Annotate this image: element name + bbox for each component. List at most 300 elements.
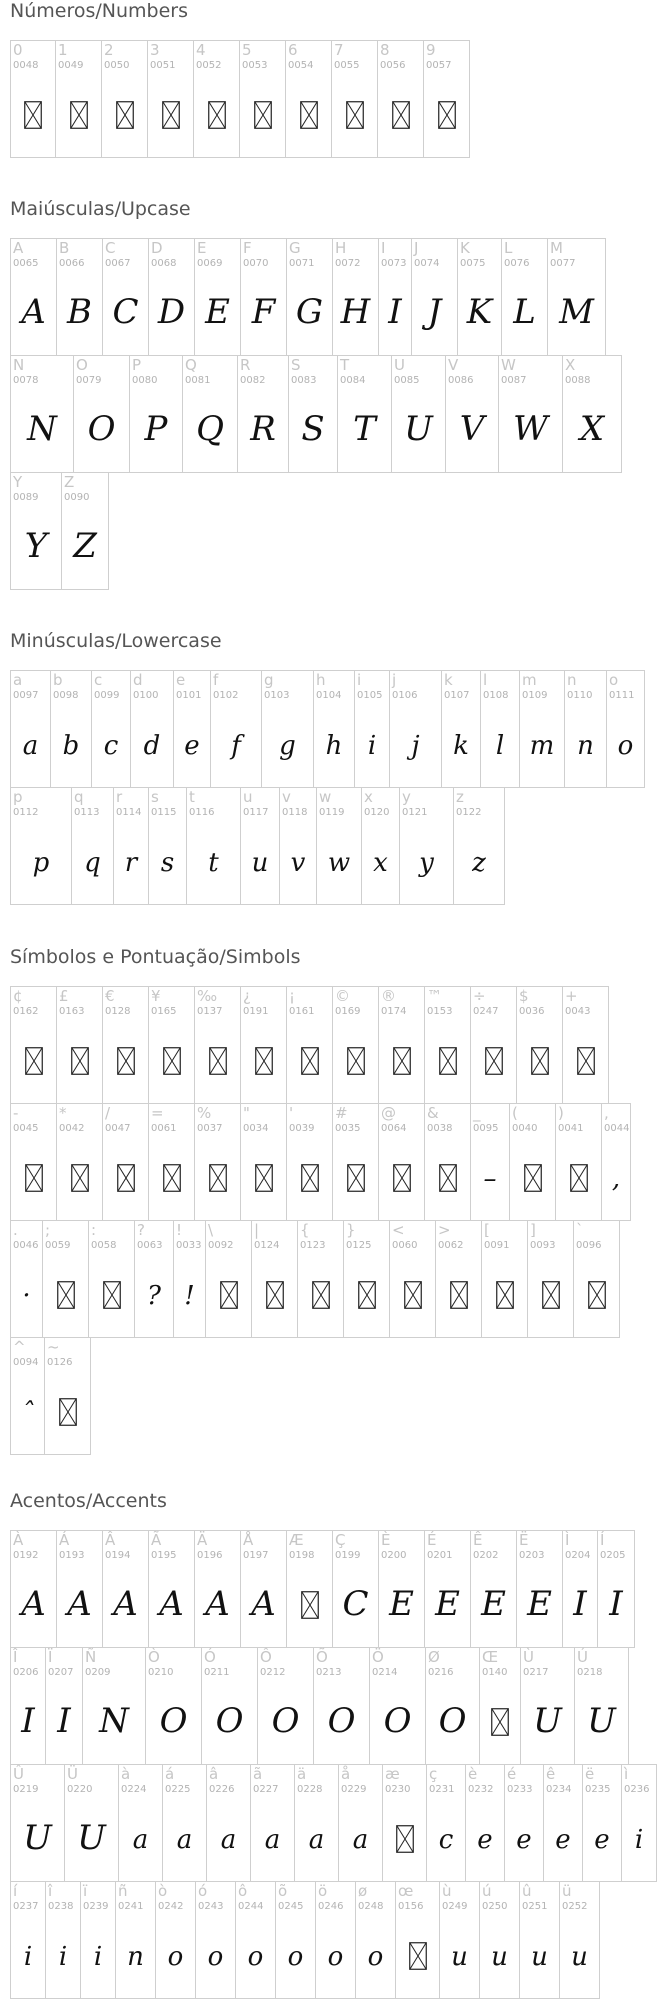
glyph-cell	[337, 355, 392, 473]
glyph-cell	[331, 40, 378, 158]
glyph-character-label: K	[460, 239, 470, 257]
glyph-code-label: 0124	[254, 1240, 280, 1251]
glyph-grid	[10, 40, 469, 158]
glyph-code-label: 0119	[319, 807, 345, 818]
glyph-character-label: l	[483, 671, 488, 689]
glyph-cell	[520, 1647, 575, 1765]
glyph-code-label: 0058	[91, 1240, 117, 1251]
glyph-sample: v	[290, 848, 306, 878]
glyph-character-label: Ë	[519, 1531, 529, 1549]
glyph-cell	[148, 986, 195, 1104]
section-heading: Minúsculas/Lowercase	[10, 630, 222, 652]
glyph-sample: r	[124, 848, 138, 878]
glyph-cell	[194, 1103, 241, 1221]
glyph-cell	[115, 1881, 156, 1999]
glyph-cell	[297, 1220, 344, 1338]
glyph-code-label: 0107	[444, 690, 470, 701]
glyph-cell	[399, 787, 454, 905]
glyph-sample: Q	[196, 409, 224, 449]
glyph-row	[10, 40, 469, 158]
missing-glyph-box-icon	[71, 1164, 89, 1192]
missing-glyph-box-icon	[438, 101, 456, 129]
glyph-sample: x	[373, 848, 388, 878]
glyph-code-label: 0096	[576, 1240, 602, 1251]
glyph-sample: y	[419, 848, 434, 878]
glyph-code-label: 0059	[45, 1240, 71, 1251]
glyph-code-label: 0056	[380, 60, 406, 71]
glyph-sample: –	[483, 1164, 497, 1194]
glyph-character-label: h	[316, 671, 326, 689]
glyph-sample: H	[340, 292, 371, 332]
glyph-cell	[42, 1220, 89, 1338]
glyph-cell	[130, 670, 174, 788]
glyph-grid	[10, 986, 630, 1455]
glyph-code-label: 0229	[341, 1784, 367, 1795]
glyph-cell	[237, 355, 289, 473]
glyph-cell	[315, 1881, 356, 1999]
glyph-cell	[10, 670, 51, 788]
glyph-character-label: ™	[427, 987, 442, 1005]
missing-glyph-box-icon	[392, 101, 410, 129]
glyph-character-label: Ü	[67, 1765, 78, 1783]
glyph-sample: U	[587, 1701, 616, 1741]
glyph-sample: N	[99, 1701, 129, 1741]
glyph-character-label: 3	[150, 41, 160, 59]
section-heading: Maiúsculas/Upcase	[10, 198, 191, 220]
glyph-cell	[50, 670, 92, 788]
glyph-code-label: 0044	[604, 1123, 630, 1134]
glyph-code-label: 0122	[456, 807, 482, 818]
glyph-cell	[201, 1647, 258, 1765]
glyph-cell	[286, 238, 333, 356]
glyph-character-label: ?	[137, 1221, 145, 1239]
glyph-cell	[194, 1530, 241, 1648]
glyph-character-label: P	[132, 356, 142, 374]
glyph-sample: j	[411, 731, 420, 761]
glyph-cell	[279, 787, 317, 905]
glyph-character-label: â	[209, 1765, 219, 1783]
glyph-character-label: /	[105, 1104, 111, 1122]
glyph-character-label: Z	[64, 473, 75, 491]
glyph-character-label: V	[448, 356, 459, 374]
glyph-code-label: 0137	[197, 1006, 223, 1017]
glyph-code-label: 0161	[289, 1006, 315, 1017]
glyph-code-label: 0077	[550, 258, 576, 269]
glyph-sample: i	[58, 1942, 68, 1972]
glyph-code-label: 0235	[585, 1784, 611, 1795]
glyph-code-label: 0207	[48, 1667, 74, 1678]
glyph-code-label: 0071	[289, 258, 315, 269]
missing-glyph-box-icon	[409, 1942, 427, 1970]
glyph-sample: Y	[24, 526, 48, 566]
glyph-code-label: 0082	[240, 375, 266, 386]
missing-glyph-box-icon	[116, 101, 134, 129]
glyph-code-label: 0104	[316, 690, 342, 701]
glyph-character-label: Â	[105, 1531, 116, 1549]
glyph-cell	[10, 1103, 57, 1221]
missing-glyph-box-icon	[485, 1047, 503, 1075]
glyph-code-label: 0095	[473, 1123, 499, 1134]
glyph-character-label: ¡	[289, 987, 296, 1005]
missing-glyph-box-icon	[59, 1398, 77, 1426]
glyph-sample: u	[491, 1942, 508, 1972]
glyph-character-label: d	[133, 671, 143, 689]
glyph-cell	[194, 986, 241, 1104]
glyph-character-label: ~	[47, 1338, 60, 1356]
glyph-sample: g	[279, 731, 296, 761]
glyph-code-label: 0196	[197, 1550, 223, 1561]
glyph-code-label: 0198	[289, 1550, 315, 1561]
glyph-code-label: 0084	[340, 375, 366, 386]
glyph-character-label: Œ	[482, 1648, 499, 1666]
glyph-character-label: g	[264, 671, 274, 689]
glyph-cell	[286, 986, 333, 1104]
glyph-code-label: 0123	[300, 1240, 326, 1251]
glyph-sample: O	[87, 409, 116, 449]
glyph-character-label: Î	[13, 1648, 18, 1666]
glyph-cell	[498, 355, 563, 473]
glyph-row	[10, 986, 630, 1104]
glyph-sample: R	[250, 409, 276, 449]
glyph-code-label: 0092	[208, 1240, 234, 1251]
glyph-code-label: 0225	[165, 1784, 191, 1795]
glyph-character-label: Ò	[148, 1648, 160, 1666]
glyph-cell	[261, 670, 314, 788]
glyph-cell	[378, 1530, 425, 1648]
glyph-character-label: Ê	[473, 1531, 483, 1549]
glyph-character-label: k	[444, 671, 453, 689]
glyph-cell	[573, 1220, 620, 1338]
glyph-character-label: M	[550, 239, 563, 257]
glyph-sample: C	[342, 1584, 369, 1624]
glyph-sample: I	[573, 1584, 587, 1624]
glyph-cell	[504, 1764, 544, 1882]
missing-glyph-box-icon	[301, 1164, 319, 1192]
missing-glyph-box-icon	[24, 101, 42, 129]
glyph-cell	[465, 1764, 505, 1882]
glyph-sample: l	[495, 731, 505, 761]
missing-glyph-box-icon	[404, 1281, 422, 1309]
glyph-code-label: 0194	[105, 1550, 131, 1561]
glyph-cell	[55, 40, 102, 158]
glyph-code-label: 0038	[427, 1123, 453, 1134]
glyph-code-label: 0053	[242, 60, 268, 71]
glyph-cell	[338, 1764, 383, 1882]
missing-glyph-box-icon	[162, 101, 180, 129]
glyph-code-label: 0214	[372, 1667, 398, 1678]
glyph-row	[10, 787, 644, 905]
glyph-code-label: 0217	[523, 1667, 549, 1678]
glyph-sample: c	[103, 731, 119, 761]
missing-glyph-box-icon	[103, 1281, 121, 1309]
glyph-cell	[251, 1220, 298, 1338]
glyph-code-label: 0245	[278, 1901, 304, 1912]
glyph-sample: e	[516, 1825, 532, 1855]
glyph-code-label: 0087	[501, 375, 527, 386]
glyph-code-label: 0218	[577, 1667, 603, 1678]
glyph-cell	[10, 1337, 45, 1455]
glyph-sample: K	[466, 292, 493, 332]
glyph-character-label: ã	[253, 1765, 263, 1783]
glyph-code-label: 0251	[522, 1901, 548, 1912]
glyph-character-label: ;	[45, 1221, 51, 1239]
glyph-cell	[288, 355, 338, 473]
glyph-character-label: ñ	[118, 1882, 128, 1900]
missing-glyph-box-icon	[255, 1164, 273, 1192]
missing-glyph-box-icon	[163, 1047, 181, 1075]
glyph-code-label: 0211	[204, 1667, 230, 1678]
glyph-character-label: 2	[104, 41, 114, 59]
glyph-cell	[355, 1881, 396, 1999]
glyph-character-label: ©	[335, 987, 350, 1005]
glyph-cell	[294, 1764, 339, 1882]
glyph-row	[10, 472, 621, 590]
glyph-sample: O	[438, 1701, 467, 1741]
glyph-cell	[516, 1530, 563, 1648]
missing-glyph-box-icon	[25, 1047, 43, 1075]
glyph-sample: L	[513, 292, 536, 332]
missing-glyph-box-icon	[524, 1164, 542, 1192]
glyph-code-label: 0242	[158, 1901, 184, 1912]
glyph-sample: ,	[611, 1164, 621, 1194]
glyph-code-label: 0193	[59, 1550, 85, 1561]
glyph-code-label: 0156	[398, 1901, 424, 1912]
glyph-character-label: Ö	[372, 1648, 384, 1666]
glyph-code-label: 0052	[196, 60, 222, 71]
glyph-cell	[313, 670, 355, 788]
glyph-cell	[426, 1764, 466, 1882]
glyph-code-label: 0083	[291, 375, 317, 386]
glyph-sample: ·	[22, 1281, 31, 1311]
missing-glyph-box-icon	[255, 1047, 273, 1075]
missing-glyph-box-icon	[70, 101, 88, 129]
glyph-character-label: N	[13, 356, 25, 374]
glyph-cell	[102, 238, 149, 356]
glyph-sample: t	[208, 848, 219, 878]
glyph-cell	[10, 1764, 65, 1882]
glyph-character-label: <	[392, 1221, 405, 1239]
glyph-code-label: 0089	[13, 492, 39, 503]
glyph-row	[10, 1881, 656, 1999]
glyph-sample: G	[295, 292, 324, 332]
glyph-code-label: 0140	[482, 1667, 508, 1678]
glyph-cell	[439, 1881, 480, 1999]
glyph-cell	[80, 1881, 116, 1999]
glyph-cell	[134, 1220, 174, 1338]
glyph-character-label: _	[473, 1104, 481, 1122]
glyph-cell	[332, 1103, 379, 1221]
glyph-cell	[343, 1220, 390, 1338]
glyph-character-label: !	[176, 1221, 183, 1239]
glyph-cell	[186, 787, 241, 905]
glyph-cell	[239, 40, 286, 158]
glyph-cell	[481, 1220, 528, 1338]
glyph-code-label: 0086	[448, 375, 474, 386]
glyph-code-label: 0249	[442, 1901, 468, 1912]
glyph-code-label: 0174	[381, 1006, 407, 1017]
glyph-sample: p	[32, 848, 50, 878]
glyph-code-label: 0042	[59, 1123, 85, 1134]
glyph-code-label: 0076	[504, 258, 530, 269]
glyph-code-label: 0244	[238, 1901, 264, 1912]
glyph-cell	[102, 1103, 149, 1221]
glyph-code-label: 0062	[438, 1240, 464, 1251]
glyph-cell	[527, 1220, 574, 1338]
glyph-character-label: q	[74, 788, 84, 806]
glyph-character-label: p	[13, 788, 23, 806]
glyph-cell	[391, 355, 446, 473]
glyph-code-label: 0204	[565, 1550, 591, 1561]
glyph-cell	[82, 1647, 146, 1765]
glyph-sample: q	[84, 848, 101, 878]
glyph-code-label: 0153	[427, 1006, 453, 1017]
glyph-character-label: o	[609, 671, 619, 689]
glyph-code-label: 0231	[429, 1784, 455, 1795]
glyph-cell	[286, 1530, 333, 1648]
glyph-cell	[195, 1881, 236, 1999]
glyph-character-label: |	[254, 1221, 260, 1239]
glyph-sample: o	[617, 731, 634, 761]
glyph-sample: e	[477, 1825, 493, 1855]
glyph-code-label: 0068	[151, 258, 177, 269]
glyph-sample: !	[184, 1281, 195, 1311]
missing-glyph-box-icon	[117, 1047, 135, 1075]
glyph-sample: b	[62, 731, 80, 761]
glyph-character-label: v	[282, 788, 291, 806]
missing-glyph-box-icon	[117, 1164, 135, 1192]
glyph-character-label: a	[13, 671, 23, 689]
glyph-cell	[210, 670, 262, 788]
glyph-sample: w	[327, 848, 351, 878]
glyph-cell	[240, 1103, 287, 1221]
glyph-cell	[10, 787, 72, 905]
glyph-character-label: ô	[238, 1882, 248, 1900]
glyph-sample: T	[353, 409, 376, 449]
glyph-character-label: î	[48, 1882, 53, 1900]
glyph-code-label: 0069	[197, 258, 223, 269]
glyph-code-label: 0045	[13, 1123, 39, 1134]
glyph-cell	[424, 1103, 471, 1221]
glyph-cell	[285, 40, 332, 158]
glyph-code-label: 0192	[13, 1550, 39, 1561]
glyph-character-label: R	[240, 356, 251, 374]
glyph-character-label: %	[197, 1104, 212, 1122]
glyph-code-label: 0035	[335, 1123, 361, 1134]
glyph-cell	[275, 1881, 316, 1999]
glyph-sample: e	[555, 1825, 571, 1855]
glyph-code-label: 0162	[13, 1006, 39, 1017]
glyph-code-label: 0114	[116, 807, 142, 818]
glyph-sample: X	[579, 409, 605, 449]
glyph-cell	[378, 1103, 425, 1221]
glyph-sample: S	[301, 409, 325, 449]
glyph-sample: ?	[147, 1281, 161, 1311]
glyph-sample: a	[264, 1825, 281, 1855]
glyph-sample: n	[577, 731, 594, 761]
section-upcase	[0, 198, 605, 566]
glyph-code-label: 0165	[151, 1006, 177, 1017]
glyph-character-label: 0	[13, 41, 23, 59]
glyph-character-label: ¥	[151, 987, 161, 1005]
glyph-cell	[582, 1764, 622, 1882]
glyph-cell	[155, 1881, 196, 1999]
glyph-character-label: Ì	[565, 1531, 570, 1549]
glyph-code-label: 0100	[133, 690, 159, 701]
glyph-character-label: '	[289, 1104, 294, 1122]
glyph-character-label: ü	[562, 1882, 572, 1900]
glyph-character-label: ê	[546, 1765, 556, 1783]
glyph-cell	[389, 1220, 436, 1338]
glyph-character-label: Ø	[428, 1648, 440, 1666]
glyph-cell	[147, 40, 194, 158]
glyph-character-label: s	[151, 788, 159, 806]
missing-glyph-box-icon	[163, 1164, 181, 1192]
glyph-cell	[424, 1530, 471, 1648]
glyph-code-label: 0118	[282, 807, 308, 818]
glyph-character-label: \	[208, 1221, 214, 1239]
section-heading: Acentos/Accents	[10, 1490, 167, 1512]
missing-glyph-box-icon	[300, 101, 318, 129]
glyph-character-label: :	[91, 1221, 97, 1239]
glyph-sample: A	[21, 1584, 46, 1624]
glyph-character-label: ù	[442, 1882, 452, 1900]
glyph-character-label: 4	[196, 41, 206, 59]
glyph-character-label: w	[319, 788, 332, 806]
missing-glyph-box-icon	[358, 1281, 376, 1309]
glyph-sample: I	[609, 1584, 623, 1624]
glyph-cell	[64, 1764, 119, 1882]
glyph-row	[10, 1103, 630, 1221]
glyph-character-label: b	[53, 671, 63, 689]
glyph-sample: ˆ	[21, 1398, 34, 1428]
missing-glyph-box-icon	[347, 1047, 365, 1075]
glyph-sample: E	[205, 292, 230, 332]
glyph-code-label: 0049	[58, 60, 84, 71]
glyph-code-label: 0091	[484, 1240, 510, 1251]
glyph-character-label: ú	[482, 1882, 492, 1900]
glyph-code-label: 0237	[13, 1901, 39, 1912]
glyph-code-label: 0125	[346, 1240, 372, 1251]
glyph-character-label: õ	[278, 1882, 288, 1900]
glyph-grid	[10, 238, 621, 590]
glyph-cell	[332, 1530, 379, 1648]
glyph-code-label: 0238	[48, 1901, 74, 1912]
glyph-character-label: ó	[198, 1882, 208, 1900]
glyph-character-label: ö	[318, 1882, 328, 1900]
glyph-code-label: 0075	[460, 258, 486, 269]
glyph-sample: k	[453, 731, 469, 761]
glyph-cell	[424, 986, 471, 1104]
glyph-cell	[56, 1103, 103, 1221]
glyph-code-label: 0106	[392, 690, 418, 701]
glyph-character-label: ,	[604, 1104, 609, 1122]
glyph-code-label: 0037	[197, 1123, 223, 1134]
glyph-character-label: å	[341, 1765, 351, 1783]
glyph-cell	[574, 1647, 629, 1765]
glyph-sample: s	[160, 848, 175, 878]
glyph-cell	[45, 1881, 81, 1999]
glyph-cell	[88, 1220, 135, 1338]
glyph-character-label: Û	[13, 1765, 24, 1783]
glyph-cell	[101, 40, 148, 158]
glyph-cell	[354, 670, 390, 788]
glyph-code-label: 0047	[105, 1123, 131, 1134]
glyph-cell	[332, 238, 379, 356]
glyph-character-label: F	[243, 239, 252, 257]
glyph-code-label: 0064	[381, 1123, 407, 1134]
glyph-cell	[240, 1530, 287, 1648]
glyph-character-label: {	[300, 1221, 310, 1239]
